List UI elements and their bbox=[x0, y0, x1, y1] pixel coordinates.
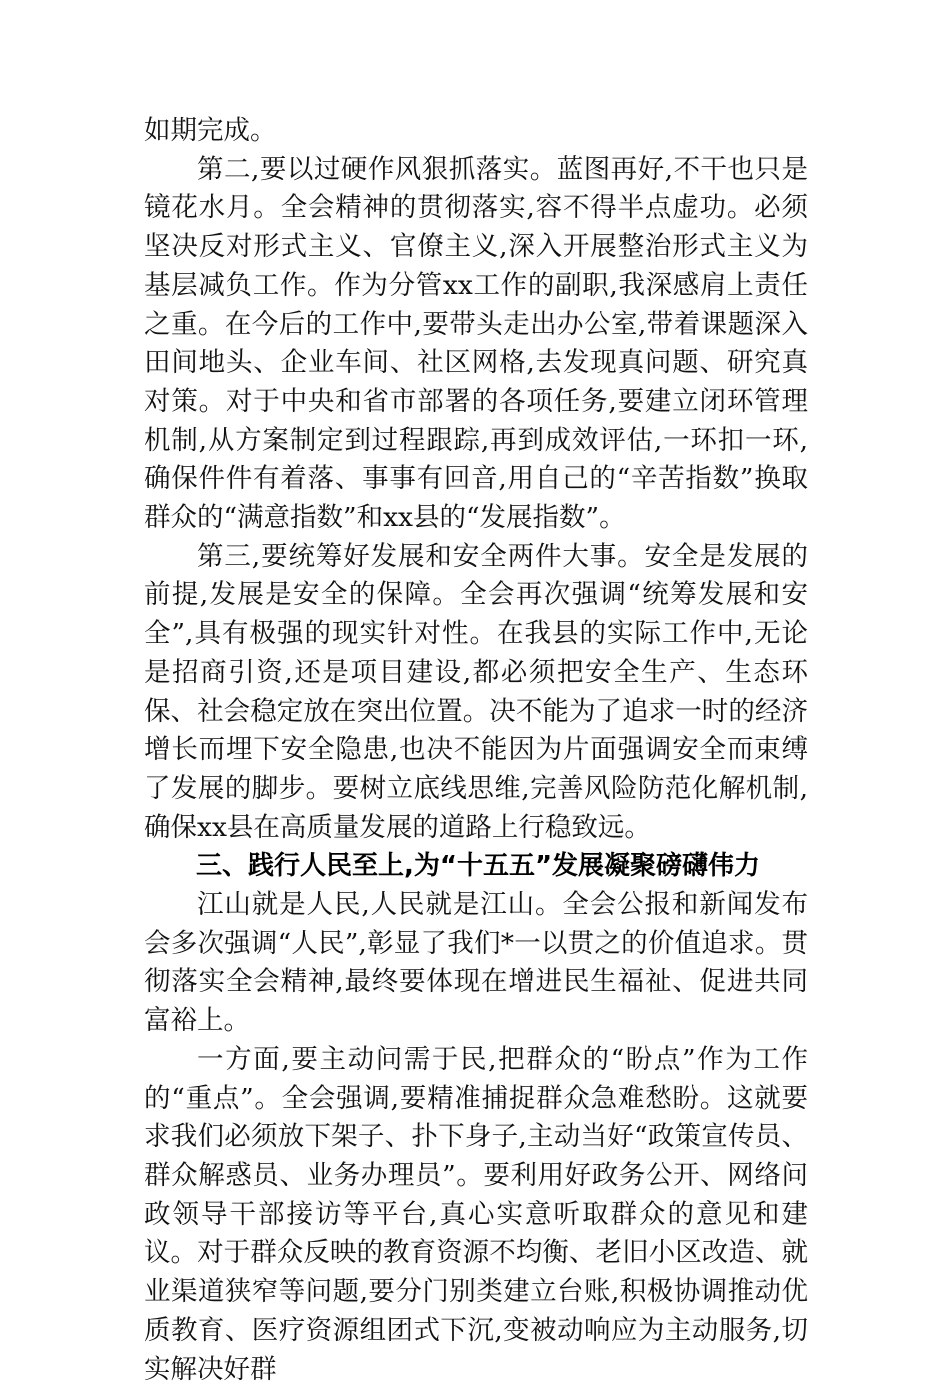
paragraph-third-point: 第三,要统筹好发展和安全两件大事。安全是发展的前提,发展是安全的保障。全会再次强调“统筹发展和安全”,具有极强的现实针对性。在我县的实际工作中,无论是招商引资,还是项目建设,都必须把安全生产、生态环保、社会稳定放在突出位置。决不能为了追求一时的经济增长而埋下安全隐患,也决不能因为片面强调安全而束缚了发展的脚步。要树立底线思维,完善风险防范化解机制,确保xx县在高质量发展的道路上行稳致远。 bbox=[144, 540, 808, 843]
paragraph-continuation: 如期完成。 bbox=[144, 115, 277, 146]
paragraph-people-needs: 一方面,要主动问需于民,把群众的“盼点”作为工作的“重点”。全会强调,要精准捕捉群众急难愁盼。这就要求我们必须放下架子、扑下身子,主动当好“政策宣传员、群众解惑员、业务办理员”。要利用好政务公开、网络问政领导干部接访等平台,真心实意听取群众的意见和建议。对于群众反映的教育资源不均衡、老旧小区改造、就业渠道狭窄等问题,要分门别类建立台账,积极协调推动优质教育、医疗资源组团式下沉,变被动响应为主动服务,切实解决好群 bbox=[144, 1043, 808, 1385]
section-heading-three: 三、践行人民至上,为“十五五”发展凝聚磅礴伟力 bbox=[196, 851, 761, 882]
paragraph-people-intro: 江山就是人民,人民就是江山。全会公报和新闻发布会多次强调“人民”,彰显了我们*一以贯之的价值追求。贯彻落实全会精神,最终要体现在增进民生福祉、促进共同富裕上。 bbox=[144, 889, 808, 1037]
paragraph-second-point: 第二,要以过硬作风狠抓落实。蓝图再好,不干也只是镜花水月。全会精神的贯彻落实,容不得半点虚功。必须坚决反对形式主义、官僚主义,深入开展整治形式主义为基层减负工作。作为分管xx工作的副职,我深感肩上责任之重。在今后的工作中,要带头走出办公室,带着课题深入田间地头、企业车间、社区网格,去发现真问题、研究真对策。对于中央和省市部署的各项任务,要建立闭环管理机制,从方案制定到过程跟踪,再到成效评估,一环扣一环,确保件件有着落、事事有回音,用自己的“辛苦指数”换取群众的“满意指数”和xx县的“发展指数”。 bbox=[144, 153, 808, 534]
document-body bbox=[144, 112, 808, 1389]
